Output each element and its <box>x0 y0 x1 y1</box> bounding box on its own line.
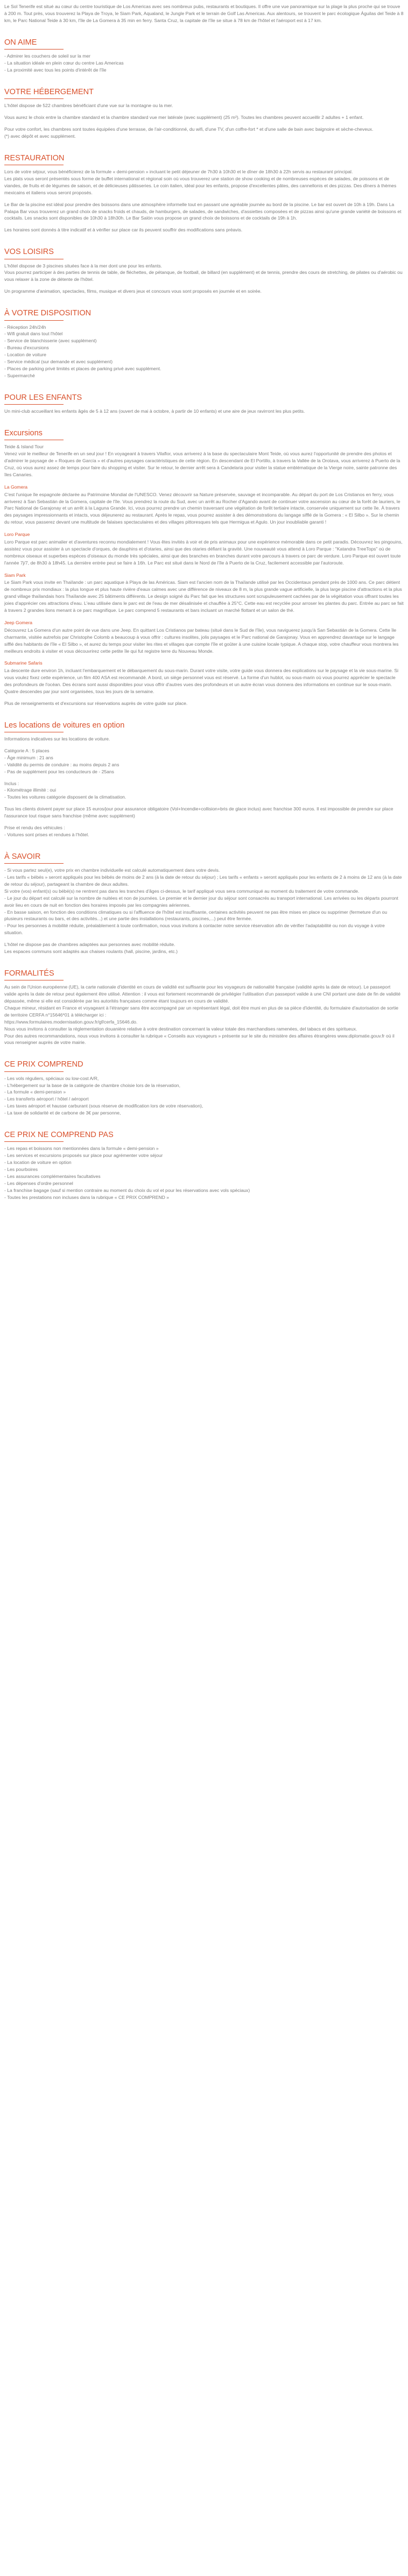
section-formalites <box>4 969 404 1046</box>
excursion-text: Le Siam Park vous invite en Thaïlande : un parc aquatique à Playa de las Américas. Siam est l'ancien nom de la Thaïlande utilisé par les Occidentaux pendant près de 1000 ans. Ce parc détient de nombreux prix mondiaux : la plus longue et plus haute rivière d'eaux calmes avec une différence de niveaux de 8 m, la plus grande vague artificielle, la plus large piscine d'attractions et la plus grand village thaïlandais hors Thaïlande avec 25 bâtiments différents. Le design soigné du Parc fait que les structures sont scrupuleusement cachées par de la végétation vous offrant toutes les joies d'apprécier ces attractions d'eau. L'eau utilisée dans le parc est de l'eau de mer désalinisée et chauffée à 25°C. Cette eau est recyclée pour arroser les plantes du parc. Entrée au parc se fait à travers 2 grandes lions menant à ce parc magnifique. Le parc comprend 5 restaurants et bars incluant un marché flottant et un salon de thé. <box>4 580 404 613</box>
excursion-item <box>4 660 404 695</box>
list-item: - La location de voiture en option <box>4 1160 72 1166</box>
restauration-paragraph: Lors de votre séjour, vous bénéficierez de la formule « demi-pension » incluant le petit déjeuner de 7h30 à 10h30 et le dîner de 18h30 à 22h servis au restaurant principal. Les plats vous seront présentés sous forme de buffet international et régional soin où vous trouverez une station de show cooking et de nombreuses espèces de salades, de poissons et de viandes, de fruits et de légumes de saison, et de délicieuses pâtisseries. Le coin italien, idéal pour les enfants, propose d'excellentes pâtes, des cannellonis et des pizzas. Des dîners à thèmes mexicains et italiens vous seront proposés. <box>4 169 397 195</box>
hebergement-paragraph: Vous aurez le choix entre la chambre standard et la chambre standard vue mer latérale (avec supplément) (25 m²). Toutes les chambres peuvent accueillir 2 adultes + 1 enfant. <box>4 115 364 121</box>
list-item: - Validité du permis de conduire : au moins depuis 2 ans <box>4 761 119 767</box>
list-item: - Service médical (sur demande et avec supplément) <box>4 359 113 364</box>
restauration-paragraph: Les horaires sont donnés à titre indicatif et à vérifier sur place car ils peuvent souffrir des modifications sans préavis. <box>4 227 243 233</box>
hebergement-paragraph: L'hôtel dispose de 522 chambres bénéficiant d'une vue sur la montagne ou la mer. <box>4 103 173 109</box>
section-hebergement <box>4 88 404 140</box>
list-item: Inclus : <box>4 780 19 786</box>
list-item: - Toutes les voitures catégorie disposent de la climatisation. <box>4 794 126 800</box>
section-disposition <box>4 309 404 379</box>
disposition-list <box>4 324 404 379</box>
section-loisirs <box>4 248 404 295</box>
on-aime-list <box>4 53 404 74</box>
restauration-paragraph: Le Bar de la piscine est idéal pour prendre des boissons dans une atmosphère informelle tout en passant une agréable journée au bord de la piscine. Le bar est ouvert de 10h à 19h. Dans La Palapa Bar vous trouverez un grand choix de snacks froids et chauds, de hamburgers, de salades, de sandwiches, d'assiettes composées et de pizzas ainsi qu'une grande variété de boissons et cocktails. Les snacks sont disponibles de 10h30 à 18h30h. Le Bar Salón vous propose un grand choix de boissons et de cocktails de 19h à 1h. <box>4 201 402 221</box>
section-title-disposition: À VOTRE DISPOSITION <box>4 309 92 318</box>
excursion-name: Submarine Safaris <box>4 660 43 666</box>
section-prix-ne-comprend-pas <box>4 1131 404 1201</box>
section-divider <box>4 1071 64 1072</box>
section-divider <box>4 1141 64 1142</box>
list-item: - L'hébergement sur la base de la catégorie de chambre choisie lors de la réservation, <box>4 1082 180 1088</box>
section-title-voitures: Les locations de voitures en option <box>4 721 125 730</box>
section-title-prix-comprend: CE PRIX COMPREND <box>4 1060 83 1069</box>
voitures-categorie-list <box>4 747 404 775</box>
excursion-item <box>4 443 404 478</box>
list-item: - Voitures sont prises et rendues à l'hôtel. <box>4 831 89 837</box>
list-item: - Toutes les prestations non incluses dans la rubrique « CE PRIX COMPREND » <box>4 1194 170 1200</box>
list-item: - Les dépenses d'ordre personnel <box>4 1180 73 1186</box>
loisirs-paragraph: Un programme d'animation, spectacles, films, musique et divers jeux et concours vous sont proposés en journée et en soirée. <box>4 288 262 294</box>
list-item: - Âge minimum : 21 ans <box>4 754 53 760</box>
list-item: - Les vols réguliers, spéciaux ou low-cost A/R, <box>4 1075 99 1081</box>
section-title-excursions: Excursions <box>4 428 43 437</box>
list-item: - Les taxes aéroport et hausse carburant (sous réserve de modification lors de votre réservation), <box>4 1103 203 1109</box>
section-prix-comprend <box>4 1060 404 1117</box>
list-item: - La formule « demi-pension » <box>4 1089 66 1095</box>
list-item: - Service de blanchisserie (avec supplément) <box>4 338 97 344</box>
section-title-formalites: FORMALITÉS <box>4 969 54 978</box>
excursion-item <box>4 619 404 654</box>
intro-paragraph: Le Sol Tenerife est situé au cœur du centre touristique de Los Americas avec ses nombreux pubs, restaurants et boutiques. Il offre une vue panoramique sur la plage la plus proche qui se trouve à 200 m. Tout près, vous trouverez la Playa de Troya, le Siam Park, Aqualand, le Jungle Park et le terrain de Golf Las Americas. Aux alentours, se trouvent le parc écologique Águilas del Teide à 8 km, le Parc National Teide à 30 km, l'île de La Gomera à 35 min en ferry. Santa Cruz, la capitale de l'île se situe à 78 km de l'hôtel et l'aéroport est à 17 km. <box>4 4 404 23</box>
list-item: - Pas de supplément pour les conducteurs de - 25ans <box>4 768 114 774</box>
list-item: - Les assurances complémentaires facultatives <box>4 1173 101 1179</box>
section-divider <box>4 863 64 864</box>
list-item: - Places de parking privé limités et places de parking privé avec supplément. <box>4 365 161 371</box>
section-title-on-aime: ON AIME <box>4 38 37 47</box>
section-title-prix-ne-comprend-pas: CE PRIX NE COMPREND PAS <box>4 1131 114 1140</box>
voitures-inclus-list <box>4 780 404 801</box>
section-title-loisirs: VOS LOISIRS <box>4 248 54 257</box>
excursion-name: La Gomera <box>4 484 27 490</box>
list-item: Prise et rendu des véhicules : <box>4 825 65 831</box>
excursion-text: C'est l'unique île espagnole déclarée au Patrimoine Mondial de l'UNESCO. Venez découvrir sa Nature préservée, sauvage et incomparable. Au départ du port de Los Cristianos en ferry, vous arriverez à San Sebastián de la Gomera, capitale de l'île. Vous prendrez la route du Sud, avec un arrêt au Rocher d'Agando avant de continuer votre ascension au cœur de la forêt de lauriers, le Parc National de Garajonay et un arrêt à la Laguna Grande. Ici, vous pourrez prendre un chemin traversant une végétation de forêt tertiaire intacte, conservée uniquement sur cette île. À travers des paysages impressionnants et intacts, vous déjeunerez au restaurant. Après le repas, vous pourrez assister à des démonstrations du langage sifflé de la Gomera : « El Silbo ». Sur le chemin du retour, vous passerez devant une multitude de falaises spectaculaires et des villages pittoresques tels que Hermigua et Agulo. Un jour inoubliable garanti ! <box>4 491 400 525</box>
list-item: - Kilométrage illimité : oui <box>4 787 56 793</box>
excursion-text: La descente dure environ 1h, incluant l'embarquement et le débarquement du sous-marin. Durant votre visite, votre guide vous donnera des explications sur le paysage et la vie sous-marine. Si vous voulez fixez cette expérience, un film 400 ASA est recommandé. A bord, un siège personnel vous est réservé. La forme d'un hublot, ou sous-marin où vous pourrez apprécier le spectacle des profondeurs de l'océan. Des écrans sont aussi disponibles pour vous offrir d'autres vues des profondeurs et un autre écran vous donnera des informations en continue sur le sous-marin. Quatre descendes par jour sont organisées, tous les jours de la semaine. <box>4 668 399 694</box>
section-title-savoir: À SAVOIR <box>4 852 41 861</box>
section-divider <box>4 404 64 405</box>
section-voitures <box>4 721 404 838</box>
excursion-name: Loro Parque <box>4 532 30 538</box>
section-title-hebergement: VOTRE HÉBERGEMENT <box>4 87 94 96</box>
list-item: - Bureau d'excursions <box>4 345 49 351</box>
excursion-text: Découvrez La Gomera d'un autre point de vue dans une Jeep. En quittant Los Cristianos par bateau (situé dans le Sud de l'île), vous naviguerez jusqu'à San Sebastián de la Gomera. Cette île charmante, visitée autrefois par Christophe Colomb a beaucoup à vous offrir : cultures insolites, jolis paysages et le Parc national de Garajonay. Vous en apprendrez davantage sur le langage sifflé des habitants de l'île « El Silbo », et aurez du temps pour visiter les rites et villages que compte l'île et goûter à une cuisine locale typique. A chaque stop, votre chauffeur vous montrera les meilleurs endroits à visiter et vous découvrirez cette petite île qui fut registre terre du Nouveau Monde. <box>4 627 399 654</box>
voitures-paragraph: Tous les clients doivent payer sur place 15 euros/jour pour assurance obligatoire (Vol+Incendie+collision+bris de glace inclus) avec franchise 300 euros. Il est impossible de prendre sur place l'assurance tout risque sans franchise (même avec supplément) <box>4 806 393 819</box>
section-divider <box>4 98 64 99</box>
prix-comprend-list <box>4 1075 404 1117</box>
list-item: - Wifi gratuit dans tout l'hôtel <box>4 331 63 337</box>
excursion-text: Venez voir le meilleur de Tenerife en un seul jour ! En voyageant à travers Vilaflor, vous arriverez à la base du spectaculaire Mont Teide, où vous aurez l'opportunité de prendre des photos et d'admirer le paysage de « Roques de García » et d'autres paysages caractéristiques de cette région. En descendant de El Portillo, à travers la Vallée de la Orotava, vous arriverez à Puerto de la Cruz, où vous aurez assez de temps pour faire du shopping et visiter. Sur le retour, le dernier arrêt sera à Candelaria pour visiter la statue emblématique de la Vierge noire, sainte patronne des îles Canaries. <box>4 451 400 477</box>
section-title-enfants: POUR LES ENFANTS <box>4 393 82 402</box>
excursion-name: Siam Park <box>4 572 26 578</box>
voitures-retour-list <box>4 824 404 838</box>
excursion-item <box>4 531 404 566</box>
list-item: Catégorie A : 5 places <box>4 748 50 754</box>
savoir-paragraph: - Si vous partez seul(e), votre prix en chambre individuelle est calculé automatiquement dans votre devis. - Les tarifs « bébés » seront appliqués pour les bébés de moins de 2 ans (à la date de retour du séjour) ; Les tarifs « enfants » seront appliqués pour les enfants de 2 à moins de 12 ans (à la date de retour du séjour), partageant la chambre de deux adultes. Si votre (vos) enfant(s) ou bébé(s) ne rentrent pas dans les tranches d'âges ci-dessus, le tarif appliqué vous sera communiqué au moment du traitement de votre commande. - Le jour du départ est calculé sur la nombre de nuitées et non de journées. Le premier et le dernier jour du séjour sont consacrés au transport international. Les arrivées ou les départs pourront avoir lieu en cours de nuit en fonction des horaires imposés par les compagnies aériennes. - En basse saison, en fonction des conditions climatiques ou si l'affluence de l'hôtel est insuffisante, certaines activités peuvent ne pas être mises en place ou supprimer (fermeture d'un ou plusieurs restaurants ou bars, et des activités...) et une partie des installations (restaurants, piscines,...) peut être fermée. - Pour les personnes à mobilité réduite, préalablement à toute confirmation, nous vous invitons à contacter notre service réservation afin de vérifier l'adaptabilité ou non du voyage à votre situation. <box>4 867 402 936</box>
section-divider <box>4 320 64 321</box>
prix-ne-comprend-list <box>4 1145 404 1201</box>
excursion-text: Loro Parque est parc animalier et d'aventures reconnu mondialement ! Vous êtes invités à voir et de pris animaux pour une expérience mémorable dans ce petit paradis. Découvrez les pingouins, assistez vous pour assister à un spectacle d'orques, de dauphins et d'otaries, ainsi que des otaries défiant la gravité. Une nouveauté vous attend à Loro Parque : "Katandra TreeTops" où de nombreux oiseaux et superbes espèces d'oiseaux du monde très spéciales, ainsi que des branches en branches durant votre parcours à travers ce parc de verdure. Loro Parque est ouvert toute l'année 7j/7, de 8h30 à 18h45. La dernière entrée peut se faire à 16h. Le Parc est situé dans le Nord de l'île à Puerto de la Cruz, facilement accessible par l'autoroute. <box>4 539 403 566</box>
list-item: - Supermarché <box>4 372 35 378</box>
hebergement-paragraph: Pour votre confort, les chambres sont toutes équipées d'une terrasse, de l'air-conditionné, du wifi, d'une TV, d'un coffre-fort * et d'une salle de bain avec baignoire et sèche-cheveux. (*) avec dépôt et avec supplément. <box>4 126 374 139</box>
list-item: - Les transferts aéroport / hôtel / aéroport <box>4 1096 89 1102</box>
product-description <box>0 0 408 1211</box>
excursions-footer: Plus de renseignements et d'excursions sur réservations auprès de votre guide sur place. <box>4 700 188 706</box>
section-divider <box>4 49 64 50</box>
excursion-name: Jeep Gomera <box>4 619 33 625</box>
excursion-item <box>4 572 404 614</box>
list-item: - La franchise bagage (sauf si mention contraire au moment du choix du vol et pour les réservations avec vols spéciaux) <box>4 1187 250 1193</box>
section-excursions <box>4 429 404 707</box>
list-item: - Réception 24h/24h <box>4 324 46 330</box>
list-item: - Les repas et boissons non mentionnées dans la formule « demi-pension » <box>4 1146 159 1152</box>
section-enfants <box>4 393 404 415</box>
section-on-aime <box>4 38 404 74</box>
enfants-paragraph: Un mini-club accueillant les enfants âgés de 5 à 12 ans (ouvert de mai à octobre, à partir de 10 enfants) et une aire de jeux ravirront les plus petits. <box>4 408 305 414</box>
list-item: - La taxe de solidarité et de carbone de 3€ par personne, <box>4 1110 121 1116</box>
formalites-paragraph: Au sein de l'Union européenne (UE), la carte nationale d'identité en cours de validité est suffisante pour les voyageurs de nationalité française (validité après la date de retour). Le passeport valide après la date de retour peut également être utilisé. Attention : il vous est fortement recommandé de privilégier l'utilisation d'un passeport valide à une CNI portant une date de fin de validité dépassée, même si elle est considérée par les autorités françaises comme étant toujours en cours de validité. Chaque mineur, résidant en France et voyageant à l'étranger sans être accompagné par un représentant légal, doit être muni en plus de sa pièce d'identité, du formulaire d'autorisation de sortie de territoire CERFA n°15646*01 à télécharger ici : https://www.formulaires.modernisation.gouv.fr/gf/cerfa_15646.do. Nous vous invitons à consulter la réglementation douanière relative à votre destination concernant la valeur totale des marchandises ramenées, del tabacs et des spiritueux. Pour des autres recommandations, nous vous invitons à consulter la rubrique « Conseils aux voyageurs » présente sur le site du ministère des affaires étrangères www.diplomatie.gouv.fr où il vous renseigner auprès de votre mairie. <box>4 984 401 1046</box>
loisirs-paragraph: L'hôtel dispose de 3 piscines situées face à la mer dont une pour les enfants. Vous pourrez participer à des parties de tennis de table, de fléchettes, de pétanque, de football, de billard (en supplément) et de tennis, prendre des cours de stretching, de pilates ou d'aérobic ou vous relaxer à la zone de détente de l'hôtel. <box>4 263 403 283</box>
list-item: - Les pourboires <box>4 1167 38 1173</box>
excursion-item <box>4 484 404 526</box>
list-item: - Location de voiture <box>4 352 46 358</box>
list-item: - Admirer les couchers de soleil sur la mer <box>4 53 90 59</box>
list-item: - La situation idéale en plein cœur du centre Las Americas <box>4 60 124 66</box>
list-item: - La proximité avec tous les points d'intérêt de l'île <box>4 67 107 73</box>
savoir-paragraph: L'hôtel ne dispose pas de chambres adaptées aux personnes avec mobilité réduite. Les espaces communs sont adaptés aux chaises roulants (hall, piscine, jardins, etc.) <box>4 942 178 954</box>
section-savoir <box>4 852 404 955</box>
section-title-restauration: RESTAURATION <box>4 153 65 163</box>
list-item: - Les services et excursions proposés sur place pour agrémenter votre séjour <box>4 1153 163 1159</box>
excursion-name: Teide & Island Tour <box>4 444 44 450</box>
voitures-intro: Informations indicatives sur les locations de voiture. <box>4 736 110 742</box>
section-restauration <box>4 154 404 234</box>
